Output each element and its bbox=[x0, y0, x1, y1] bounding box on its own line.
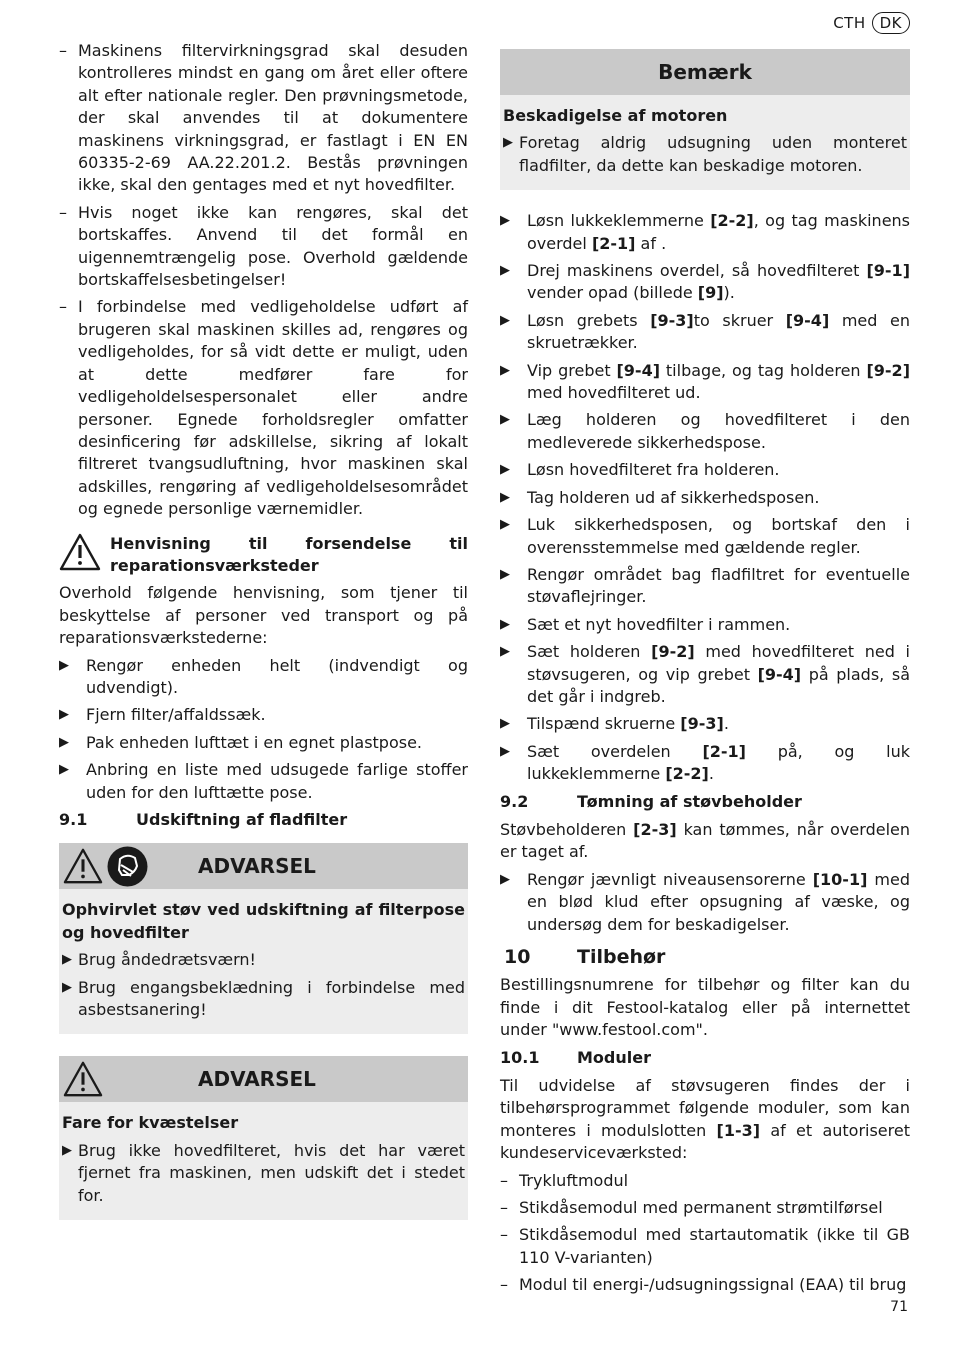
step-item: ▶ Løsn grebets [9-3]to skruer [9-4] med en skruetrækker. bbox=[500, 310, 910, 353]
dash-item: – Modul til energi-/udsugningssignal (EAA) til brug bbox=[500, 1275, 907, 1295]
list-item: ▶ Rengør jævnligt niveausensorerne [10-1] med en blød klud efter opsugning af væske, og undersøg dem for beskadigelser. bbox=[500, 869, 911, 934]
shipping-note-heading: Henvisning til forsendelse til reparationsværksteder bbox=[59, 533, 468, 578]
step-item: ▶ Tilspænd skruerne [9-3]. bbox=[500, 714, 729, 734]
list-item: ▶ Foretag aldrig udsugning uden monteret fladfilter, da dette kan beskadige motoren. bbox=[503, 133, 907, 175]
list-item: ▶ Brug åndedrætsværn! bbox=[62, 950, 256, 970]
right-column bbox=[500, 49, 910, 1302]
list-item: ▶ Fjern filter/affaldssæk. bbox=[59, 705, 266, 725]
warning-box bbox=[59, 1056, 468, 1220]
warning-triangle-icon bbox=[63, 1060, 103, 1098]
note-label: Bemærk bbox=[658, 59, 752, 84]
section-heading-9-2: 9.2 Tømning af støvbeholder bbox=[500, 791, 802, 811]
warning-subhead: Ophvirvlet støv ved udskiftning af filterpose og hovedfilter bbox=[62, 900, 465, 942]
warning-triangle-icon bbox=[63, 847, 103, 885]
section-9-2-intro: Støvbeholderen [2-3] kan tømmes, når overdelen er taget af. bbox=[500, 819, 910, 862]
dash-item: – Maskinens filtervirkningsgrad skal desuden kontrolleres mindst en gang om året eller oftere alt efter nationale regler. Den prøvningsmetode, der skal anvendes til at dokumentere maskinens virkningsgrad, er fastlagt i EN EN 60335-2-69 AA.22.201.2. Bestås prøvningen ikke, skal den gentages med et nyt hovedfilter. bbox=[59, 41, 468, 195]
dash-item: – Stikdåsemodul med permanent strømtilførsel bbox=[500, 1198, 883, 1218]
list-item: ▶ Brug ikke hovedfilteret, hvis det har været fjernet fra maskinen, men udskift det i stedet for. bbox=[62, 1140, 465, 1205]
respirator-mask-icon bbox=[107, 846, 148, 887]
step-item: ▶ Sæt overdelen [2-1] på, og luk lukkeklemmerne [2-2]. bbox=[500, 741, 911, 784]
section-10-text: Bestillingsnumrene for tilbehør og filter kan du finde i dit Festool-katalog eller på internettet under "www.festool.com". bbox=[500, 975, 910, 1040]
shipping-note-intro: Overhold følgende henvisning, som tjener til beskyttelse af personer ved transport og på reparationsværkstederne: bbox=[59, 583, 468, 648]
warning-box bbox=[59, 843, 468, 1034]
step-item: ▶ Drej maskinens overdel, så hovedfilteret [9-1] vender opad (billede [9]). bbox=[500, 261, 910, 303]
list-item: ▶ Brug engangsbeklædning i forbindelse med asbestsanering! bbox=[62, 977, 465, 1020]
step-item: ▶ Sæt holderen [9-2] med hovedfilteret ned i støvsugeren, og vip grebet [9-4] på plads, så det går i indgreb. bbox=[500, 642, 911, 706]
warning-triangle-icon bbox=[59, 533, 110, 578]
list-item: ▶ Anbring en liste med udsugede farlige stoffer uden for den lufttætte pose. bbox=[59, 760, 468, 802]
note-box bbox=[500, 49, 910, 190]
step-item: ▶ Sæt et nyt hovedfilter i rammen. bbox=[500, 614, 791, 634]
warning-subhead: Fare for kvæstelser bbox=[62, 1113, 239, 1133]
model-code: CTH bbox=[833, 14, 866, 32]
list-item: ▶ Rengør enheden helt (indvendigt og udvendigt). bbox=[59, 655, 468, 697]
section-heading-10-1: 10.1 Moduler bbox=[500, 1047, 651, 1067]
warning-label: ADVARSEL bbox=[198, 1067, 316, 1092]
step-item: ▶ Løsn lukkeklemmerne [2-2], og tag maskinens overdel [2-1] af . bbox=[500, 211, 911, 253]
step-item: ▶ Løsn hovedfilteret fra holderen. bbox=[500, 460, 780, 480]
dash-item: – Trykluftmodul bbox=[500, 1170, 629, 1190]
section-heading-10: 10 Tilbehør bbox=[504, 946, 666, 968]
note-subhead: Beskadigelse af motoren bbox=[503, 106, 728, 125]
section-heading-9-1: 9.1 Udskiftning af fladfilter bbox=[59, 810, 348, 829]
list-item: ▶ Pak enheden lufttæt i en egnet plastpose. bbox=[59, 732, 423, 752]
page-number: 71 bbox=[890, 1299, 908, 1315]
dash-item: – I forbindelse med vedligeholdelse udført af brugeren skal maskinen skilles ad, rengøres og vedligeholdes, for så vidt dette er muligt, uden at dette medfører fare for vedligeholdelsespersonalet eller andre personer. Egnede forholdsregler omfatter desinficering før adskillelse, sikring af lokalt filtreret tvangsudluftning, hvor maskinen skal adskilles, rengøring af vedligeholdelsesområdet og egnede personlige værnemidler. bbox=[59, 297, 468, 519]
dash-item: – Stikdåsemodul med startautomatik (ikke til GB 110 V-varianten) bbox=[500, 1225, 910, 1267]
step-item: ▶ Læg holderen og hovedfilteret i den medleverede sikkerhedspose. bbox=[500, 410, 910, 452]
section-10-1-text: Til udvidelse af støvsugeren findes der i tilbehørsprogrammet følgende moduler, som kan monteres i modulslotten [1-3] af et autoriseret kundeserviceværksted: bbox=[500, 1076, 910, 1163]
step-item: ▶ Luk sikkerhedsposen, og bortskaf den i overensstemmelse med gældende regler. bbox=[500, 515, 910, 557]
left-column bbox=[59, 40, 468, 1225]
warning-label: ADVARSEL bbox=[198, 854, 316, 879]
dash-item: – Hvis noget ikke kan rengøres, skal det bortskaffes. Anvend til det formål en uigennemtrængelig pose. Overhold gældende bortskaffelsesbetingelser! bbox=[59, 202, 468, 290]
step-item: ▶ Vip grebet [9-4] tilbage, og tag holderen [9-2] med hovedfilteret ud. bbox=[500, 360, 910, 403]
steps-list bbox=[500, 210, 910, 785]
step-item: ▶ Tag holderen ud af sikkerhedsposen. bbox=[500, 487, 820, 507]
page-header bbox=[833, 12, 910, 34]
language-badge: DK bbox=[872, 12, 910, 34]
step-item: ▶ Rengør området bag fladfiltret for eventuelle støvaflejringer. bbox=[500, 564, 910, 607]
